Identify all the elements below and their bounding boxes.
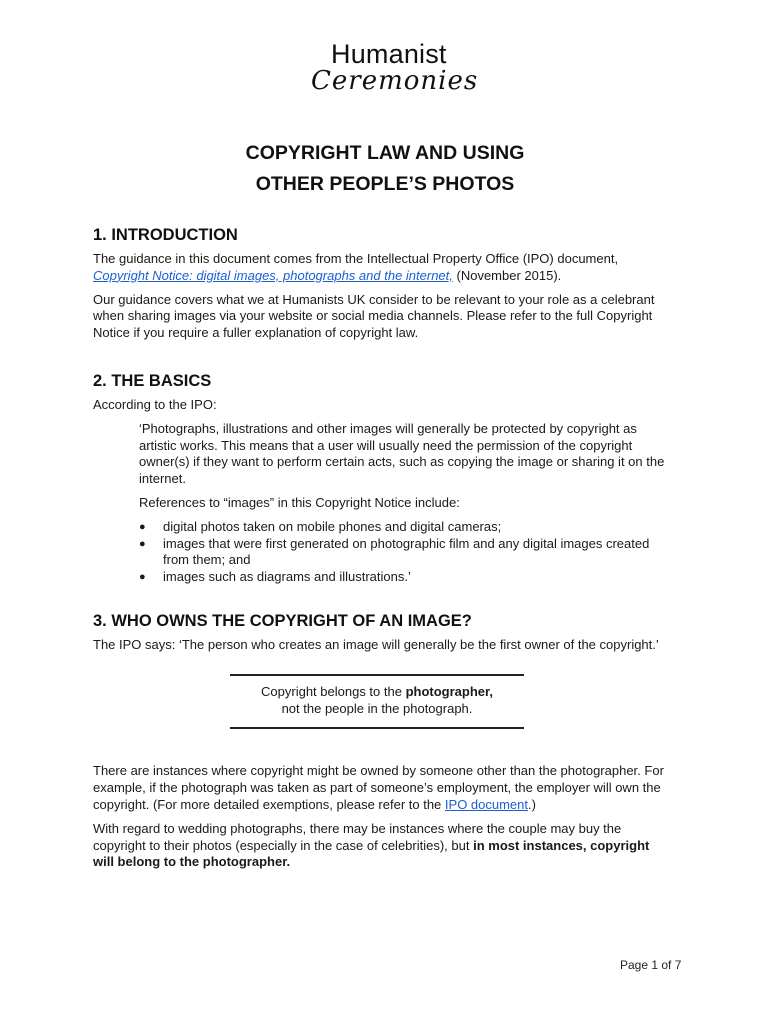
ipo-document-link[interactable]: IPO document	[444, 796, 529, 812]
title-line-2: OTHER PEOPLE’S PHOTOS	[255, 173, 515, 195]
ownership-text-end: .)	[528, 796, 536, 812]
ownership-lead: The IPO says: ‘The person who creates an image will generally be the first owner of the copyright.’	[93, 636, 659, 652]
intro-paragraph-2: Our guidance covers what we at Humanists UK consider to be relevant to your role as a celebrant when sharing images via your website or social media channels. Please refer to the full Copyright Notice if you require a fuller explanation of copyright law.	[93, 291, 655, 341]
document-title	[0, 138, 770, 200]
image-types-list	[139, 519, 673, 586]
title-line-1: COPYRIGHT LAW AND USING	[245, 142, 525, 164]
humanist-ceremonies-logo	[305, 39, 479, 96]
ownership-text: There are instances where copyright might be owned by someone other than the photographer. For example, if the photograph was taken as part of someone’s employment, the employer will own the copyright. (For more detailed exemptions, please refer to the	[93, 763, 664, 812]
list-item: ● digital photos taken on mobile phones and digital cameras;	[139, 519, 673, 536]
list-item: ● images that were first generated on photographic film and any digital images created from them; and	[139, 536, 673, 570]
wedding-bold-text: in most instances, copyright will belong to the photographer.	[93, 837, 650, 870]
callout-bold: photographer,	[405, 683, 493, 699]
document-body	[93, 226, 673, 878]
intro-text-end: (November 2015).	[452, 267, 562, 283]
section-heading-basics: 2. THE BASICS	[93, 371, 212, 390]
ownership-paragraph-1	[93, 763, 673, 813]
copyright-notice-link[interactable]: Copyright Notice: digital images, photographs and the internet,	[93, 267, 453, 283]
section-heading-introduction: 1. INTRODUCTION	[93, 226, 238, 244]
basics-lead: According to the IPO:	[93, 396, 217, 412]
ipo-quote-images-intro: References to “images” in this Copyright Notice include:	[139, 494, 460, 510]
ipo-quote-paragraph: ‘Photographs, illustrations and other images will generally be protected by copyright as artistic works. This means that a user will usually need the permission of the copyright owner(s) if they want to perform certain acts, such as copying the image or sharing it on the internet.	[139, 420, 665, 487]
intro-paragraph-1	[93, 251, 673, 285]
photographer-callout	[230, 674, 524, 730]
logo-line-2: Ceremonies	[311, 66, 479, 96]
section-heading-ownership: 3. WHO OWNS THE COPYRIGHT OF AN IMAGE?	[93, 611, 472, 630]
page-number: Page 1 of 7	[620, 958, 682, 972]
wedding-text: With regard to wedding photographs, there may be instances where the couple may buy the copyright to their photos (especially in the case of celebrities), but	[93, 820, 622, 853]
ownership-paragraph-2	[93, 821, 673, 871]
logo-line-1: Humanist	[331, 39, 447, 69]
list-item: ● images such as diagrams and illustrations.’	[139, 569, 673, 586]
callout-text: Copyright belongs to the	[261, 683, 406, 699]
intro-text: The guidance in this document comes from the Intellectual Property Office (IPO) document,	[93, 251, 619, 266]
callout-line-2: not the people in the photograph.	[281, 700, 473, 716]
